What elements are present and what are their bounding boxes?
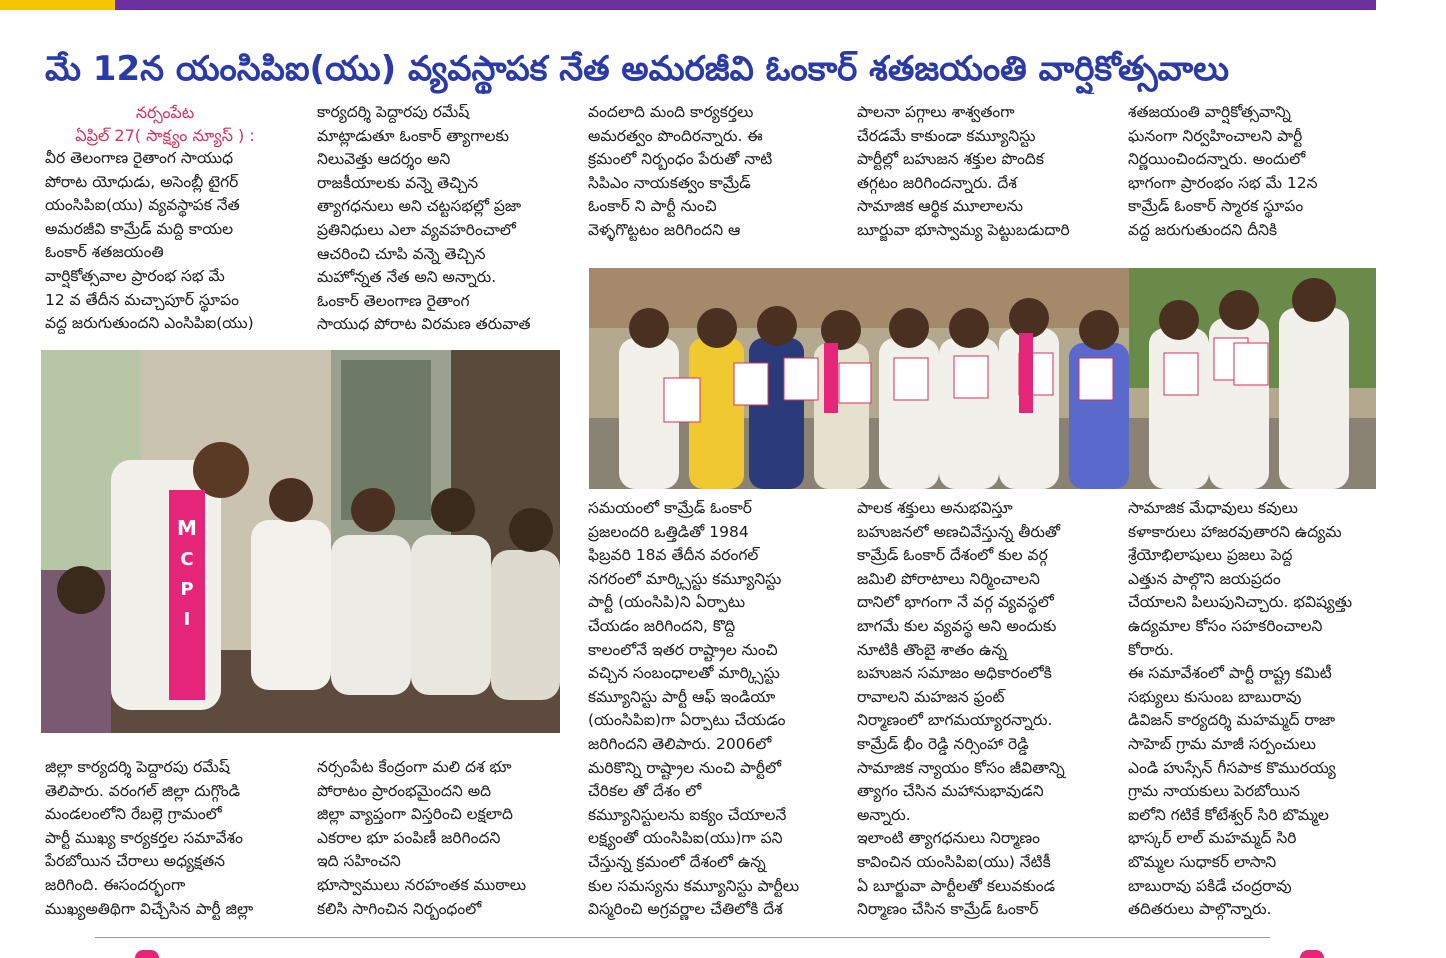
article-column-5-top — [1128, 101, 1378, 251]
article-line: నిర్ణయించిందన్నారు. అందులో — [1128, 150, 1306, 169]
article-line: కామ్రేడ్ ఓంకార్ దేశంలో కుల వర్గ — [857, 546, 1048, 565]
footer-decoration-right — [1300, 950, 1324, 958]
article-column-2-top — [317, 101, 567, 341]
article-line: చేయడం జరిగిందని, కొద్ది — [588, 616, 736, 635]
article-line: ప్రజలందరి ఒత్తిడితో 1984 — [588, 522, 749, 541]
article-line: సాయుధ పోరాట విరమణ తరువాత — [317, 315, 531, 334]
footer-decoration-left — [135, 950, 159, 958]
article-line: చేయాలని పిలుపునిచ్చారు. భవిష్యత్తు — [1128, 593, 1353, 612]
headline: మే 12న యంసిపిఐ(యు) వ్యవస్థాపక నేత అమరజీవి ఓంకార్ శతజయంతి వార్షికోత్సవాలు — [45, 49, 1230, 89]
article-line: ప్రతినిధులు ఎలా వ్యవహరించాలో — [317, 220, 516, 239]
article-line: బూర్జువా భూస్వామ్య పెట్టుబడుదారి — [857, 220, 1070, 239]
article-line: నిర్మాణం చేసిన కామ్రేడ్ ఓంకార్ — [857, 900, 1039, 919]
article-column-2-bottom — [317, 756, 567, 924]
article-line: బాగమే కుల వ్యవస్థ అని అందుకు — [857, 616, 1057, 635]
article-line: కళాకారులు హాజరవుతారని ఉద్యమ — [1128, 522, 1342, 541]
article-line: సామాజిక మేధావులు కవులు — [1128, 499, 1298, 517]
article-line: పోరాటం ప్రారంభమైందని అది — [317, 781, 492, 800]
article-line: జరిగింది. ఈసందర్భంగా — [45, 875, 186, 894]
article-line: గ్రామ నాయకులు పెరబోయిన — [1128, 782, 1301, 801]
article-line: చేరికల తో దేశం లో — [588, 782, 702, 801]
svg-text:I: I — [183, 609, 191, 630]
article-line: నర్సంపేట కేంద్రంగా మలి దశ భూ — [317, 758, 512, 776]
article-line: కలిసి సాగించిన నిర్బంధంలో — [317, 899, 482, 918]
article-line: కమ్యూనిస్టులను ఐక్యం చేయాలనే — [588, 805, 787, 824]
article-line: అన్నారు. — [857, 805, 911, 824]
article-line: కమ్యూనిస్టు పార్టీ ఆఫ్ ఇండియా — [588, 687, 776, 706]
photo-meeting — [41, 350, 560, 733]
top-color-bar-accent — [0, 0, 115, 10]
dateline-date: ఏప్రిల్ 27( సాక్ష్యం న్యూస్ ) : — [75, 126, 255, 145]
article-line: పేరబోయిన చేరాలు అధ్యక్షతన — [45, 852, 226, 871]
article-line: పాలనా పగ్గాలు శాశ్వతంగా — [857, 103, 1015, 121]
article-line: బహుజన సమాజం అధికారంలోకి — [857, 664, 1052, 683]
svg-text:P: P — [180, 579, 194, 600]
article-line: త్యాగధనులు అని చట్టసభల్లో ప్రజా — [317, 197, 522, 216]
article-line: కార్యదర్శి పెద్దారపు రమేష్ — [317, 103, 470, 121]
article-line: ఎకరాల భూ పంపిణీ జరిగిందని — [317, 828, 501, 847]
article-line: లక్ష్యంతో యంసిపిఐ(యు)గా పని — [588, 829, 783, 848]
article-line: పాలక శక్తులు అనుభవిస్తూ — [857, 499, 1013, 517]
article-line: ఘనంగా నిర్వహించాలని పార్టీ — [1128, 126, 1303, 145]
article-line: సిపిఎం నాయకత్వం కామ్రేడ్ — [588, 173, 751, 192]
article-line: జమిలి పోరాటాలు నిర్మించాలని — [857, 569, 1040, 588]
svg-text:M: M — [177, 516, 197, 540]
article-line: ఇది సహించని — [317, 852, 401, 871]
article-line: అమరజీవి కామ్రేడ్ మద్ది కాయల — [45, 219, 234, 238]
article-column-4-top — [857, 101, 1112, 251]
article-column-1-top — [45, 101, 285, 343]
article-line: వీర తెలంగాణ రైతాంగ సాయుధ — [45, 149, 234, 167]
article-line: శతజయంతి వార్షికోత్సవాన్ని — [1128, 103, 1291, 121]
article-line: బొమ్మల సుధాకర్ లాసాని — [1128, 852, 1277, 871]
article-line: ఉద్యమాల కోసం సహకరించాలని — [1128, 616, 1323, 635]
article-line: ఫిబ్రవరి 18వ తేదీన వరంగల్ — [588, 546, 759, 565]
article-line: కామ్రేడ్ ఓంకార్ స్మారక స్థూపం — [1128, 197, 1304, 216]
article-line: ఇలాంటి త్యాగధనులు నిర్మాణం — [857, 829, 1041, 848]
article-line: ఎత్తున పాల్గొని జయప్రదం — [1128, 569, 1281, 588]
top-color-bar — [0, 0, 1376, 10]
article-column-1-bottom — [45, 756, 295, 924]
article-line: నూటికి తొంబై శాతం ఉన్న — [857, 640, 1007, 659]
article-line: బహుజనలో అణచివేస్తున్న తీరుతో — [857, 522, 1061, 541]
article-line: ఓంకార్ ని పార్టీ నుంచి — [588, 197, 717, 216]
article-line: మాట్లాడుతూ ఓంకార్ త్యాగాలకు — [317, 126, 509, 145]
article-line: మండలంలోని రేబల్లె గ్రామంలో — [45, 805, 222, 824]
article-line: మరికొన్ని రాష్ట్రాల నుంచి పార్టీలో — [588, 758, 782, 777]
article-line: దానిలో భాగంగా నే వర్గ వ్యవస్థలో — [857, 593, 1054, 612]
article-line: జరిగిందని తెలిపారు. 2006లో — [588, 734, 772, 753]
article-line: ఓంకార్ శతజయంతి — [45, 243, 164, 262]
article-line: తెలిపారు. వరంగల్ జిల్లా దుగ్గొండి — [45, 781, 241, 800]
article-line: ముఖ్యఅతిథిగా విచ్చేసిన పార్టీ జిల్లా — [45, 899, 254, 918]
article-line: జిల్లా వ్యాప్తంగా విస్తరించి లక్షలాది — [317, 805, 513, 824]
article-line: ఎండి హుస్సేన్ గీసపాక కొమురయ్య — [1128, 758, 1336, 777]
article-line: సమయంలో కామ్రేడ్ ఓంకార్ — [588, 499, 753, 517]
article-line: కాలంలోనే ఇతర రాష్ట్రాల నుంచి — [588, 640, 778, 659]
article-line: వచ్చిన సంబంధాలతో మార్క్సిస్టు — [588, 664, 780, 683]
article-line: నగరంలో మార్క్సిస్టు కమ్యూనిస్టు — [588, 569, 782, 588]
article-line: 12 వ తేదీన మచ్చాపూర్ స్థూపం — [45, 290, 240, 309]
article-line: త్యాగం చేసిన మహానుభావుడని — [857, 782, 1044, 801]
svg-text:C: C — [180, 549, 194, 570]
article-line: వందలాది మంది కార్యకర్తలు — [588, 103, 754, 121]
article-line: జిల్లా కార్యదర్శి పెద్దారపు రమేష్ — [45, 758, 230, 776]
article-line: బాబురావు పకిడే చంద్రరావు — [1128, 876, 1292, 895]
article-line: అమరత్వం పొందిరన్నారు. ఈ — [588, 126, 763, 145]
article-line: (యంసిపిఐ)గా ఏర్పాటు చేయడం — [588, 711, 786, 730]
article-line: తగ్గటం జరిగిందన్నారు. దేశ — [857, 173, 1017, 192]
article-line: విస్మరించి అగ్రవర్ణాల చేతిలోకి దేశ — [588, 900, 783, 919]
article-line: శ్రేయోభిలాషులు ప్రజలు పెద్ద — [1128, 546, 1293, 565]
article-line: పార్టీ ముఖ్య కార్యకర్తల సమావేశం — [45, 828, 244, 847]
article-line: మహోన్నత నేత అని అన్నారు. — [317, 268, 497, 287]
bottom-rule — [95, 937, 1270, 938]
article-line: ఓంకార్ తెలంగాణ రైతాంగ — [317, 291, 470, 310]
article-line: ఆచరించి చూపి వన్నె తెచ్చిన — [317, 244, 486, 263]
article-line: నిలువెత్తు ఆదర్శం అని — [317, 150, 451, 169]
article-line: పోరాట యోధుడు, అసెంబ్లీ టైగర్ — [45, 172, 239, 191]
article-line: కావించిన యంసిపిఐ(యు) నేటికీ — [857, 852, 1051, 871]
article-column-3-top — [588, 101, 843, 251]
article-line: రాజకీయాలకు వన్నె తెచ్చిన — [317, 173, 479, 192]
photo-group — [589, 268, 1376, 489]
article-line: సామాజిక ఆర్థిక మూలాలను — [857, 197, 1024, 216]
article-line: ఐలోని గటికే కోటేశ్వర్ సిరి బొమ్మల — [1128, 805, 1329, 824]
article-line: తదితరులు పాల్గొన్నారు. — [1128, 900, 1272, 919]
article-column-3-bottom — [588, 497, 850, 925]
article-line: నిర్మాణంలో బాగమయ్యారన్నారు. — [857, 711, 1053, 730]
dateline-place: నర్సంపేట — [135, 103, 195, 122]
article-line: సాహెబ్ గ్రామ మాజీ సర్పంచులు — [1128, 734, 1316, 753]
article-line: పార్టీల్లో బహుజన శక్తుల పొందిక — [857, 150, 1044, 169]
article-column-5-bottom — [1128, 497, 1390, 925]
article-line: ఏ బూర్జువా పార్టీలతో కలువకుండ — [857, 876, 1056, 895]
article-line: వద్ద జరుగుతుందని ఎంసిపిఐ(యు) — [45, 314, 254, 333]
article-line: పార్టీ (యంసిపి)ని ఏర్పాటు — [588, 593, 746, 612]
article-line: వార్షికోత్సవాల ప్రారంభ సభ మే — [45, 266, 225, 285]
article-line: యంసిపిఐ(యు) వ్యవస్థాపక నేత — [45, 196, 240, 215]
article-line: డివిజన్ కార్యదర్శి మహమ్మద్ రాజా — [1128, 711, 1336, 730]
article-line: భూస్వాములు నరహంతక ముఠాలు — [317, 875, 527, 894]
article-line: చేస్తున్న క్రమంలో దేశంలో ఉన్న — [588, 852, 766, 871]
article-line: కుల సమస్యను కమ్యూనిస్టు పార్టీలు — [588, 876, 800, 895]
article-line: రావాలని మహజన ఫ్రంట్ — [857, 687, 1005, 706]
article-line: సామాజిక న్యాయం కోసం జీవితాన్ని — [857, 758, 1065, 777]
article-line: వెళ్ళగొట్టటం జరిగిందని ఆ — [588, 220, 741, 239]
article-line: సభ్యులు కుసుంబ బాబురావు — [1128, 687, 1302, 706]
article-line: భాగంగా ప్రారంభం సభ మే 12న — [1128, 173, 1318, 192]
article-line: కోరారు. — [1128, 640, 1174, 659]
article-line: భాస్కర్ లాల్ మహమ్మద్ సిరి — [1128, 829, 1297, 848]
article-line: కామ్రేడ్ భీం రెడ్డి నర్సింహా రెడ్డి — [857, 734, 1029, 753]
article-line: క్రమంలో నిర్బంధం పేరుతో నాటి — [588, 150, 773, 169]
article-column-4-bottom — [857, 497, 1119, 925]
article-line: వద్ద జరుగుతుందని దీనికి — [1128, 220, 1278, 239]
article-line: చేరడమే కాకుండా కమ్యూనిస్టు — [857, 126, 1036, 145]
article-line: ఈ సమావేశంలో పార్టీ రాష్ట్ర కమిటీ — [1128, 664, 1332, 683]
